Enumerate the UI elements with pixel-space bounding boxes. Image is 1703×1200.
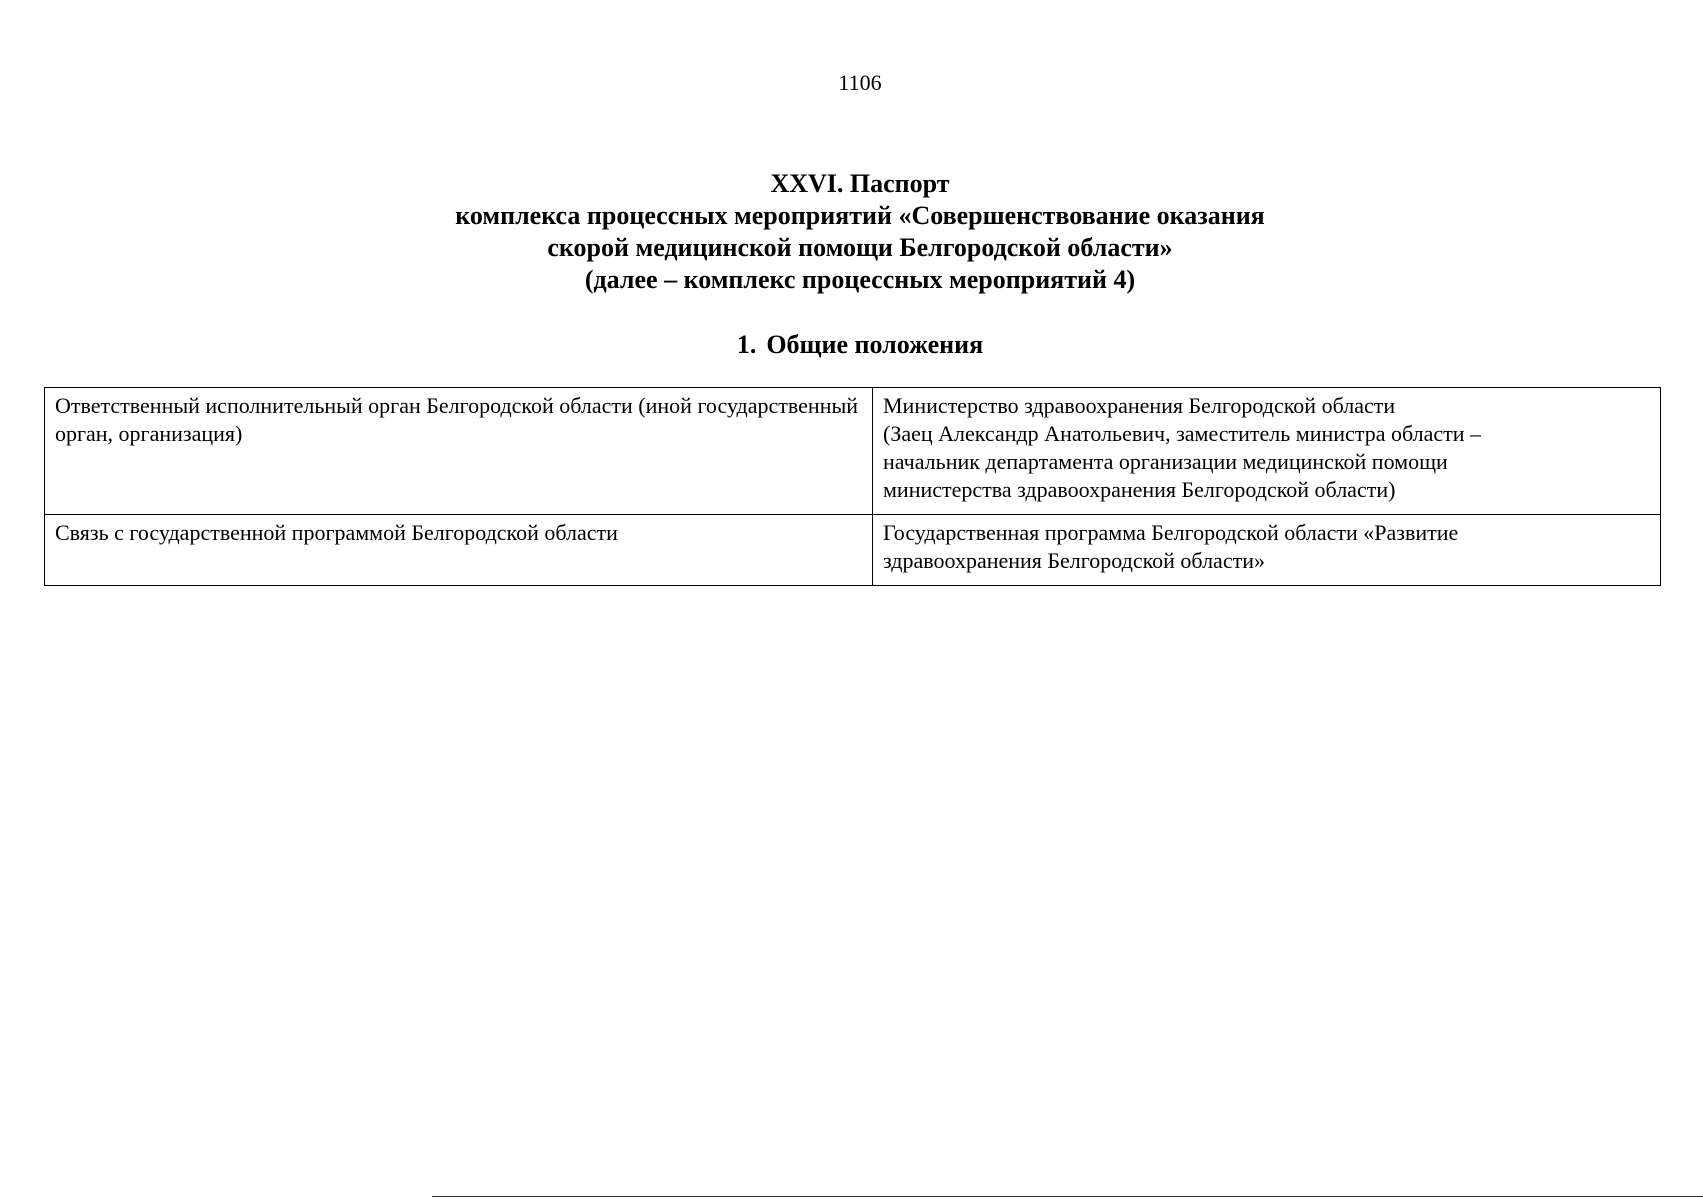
general-provisions-table <box>44 387 1661 586</box>
program-link-value-line-1: Государственная программа Белгородской области «Развитие <box>883 520 1459 545</box>
title-line-4: (далее – комплекс процессных мероприятий 4) <box>584 265 1136 294</box>
responsible-body-value-line-3: начальник департамента организации медицинской помощи <box>883 449 1448 474</box>
section-heading <box>0 330 1703 360</box>
section-title: Общие положения <box>766 330 984 359</box>
document-title <box>0 168 1703 296</box>
responsible-body-value-line-1: Министерство здравоохранения Белгородской области <box>883 393 1396 418</box>
table-row <box>45 515 1661 586</box>
table-cell-label <box>45 388 873 515</box>
table-cell-value <box>873 515 1661 586</box>
table-cell-label <box>45 515 873 586</box>
page-number: 1106 <box>838 70 882 95</box>
title-line-2: комплекса процессных мероприятий «Совершенствование оказания <box>455 201 1265 230</box>
table-cell-value <box>873 388 1661 515</box>
responsible-body-value-line-4: министерства здравоохранения Белгородской области) <box>883 477 1396 502</box>
title-line-1: XXVI. Паспорт <box>770 169 950 198</box>
table-row <box>45 388 1661 515</box>
program-link-value-line-2: здравоохранения Белгородской области» <box>883 548 1265 573</box>
bottom-rule <box>432 1196 1703 1197</box>
section-number: 1. <box>736 330 757 359</box>
title-line-3: скорой медицинской помощи Белгородской области» <box>547 233 1173 262</box>
responsible-body-value-line-2: (Заец Александр Анатольевич, заместитель министра области – <box>883 421 1482 446</box>
program-link-label: Связь с государственной программой Белгородской области <box>55 520 618 545</box>
responsible-body-label: Ответственный исполнительный орган Белгородской области (иной государственный орган, организация) <box>55 393 859 446</box>
